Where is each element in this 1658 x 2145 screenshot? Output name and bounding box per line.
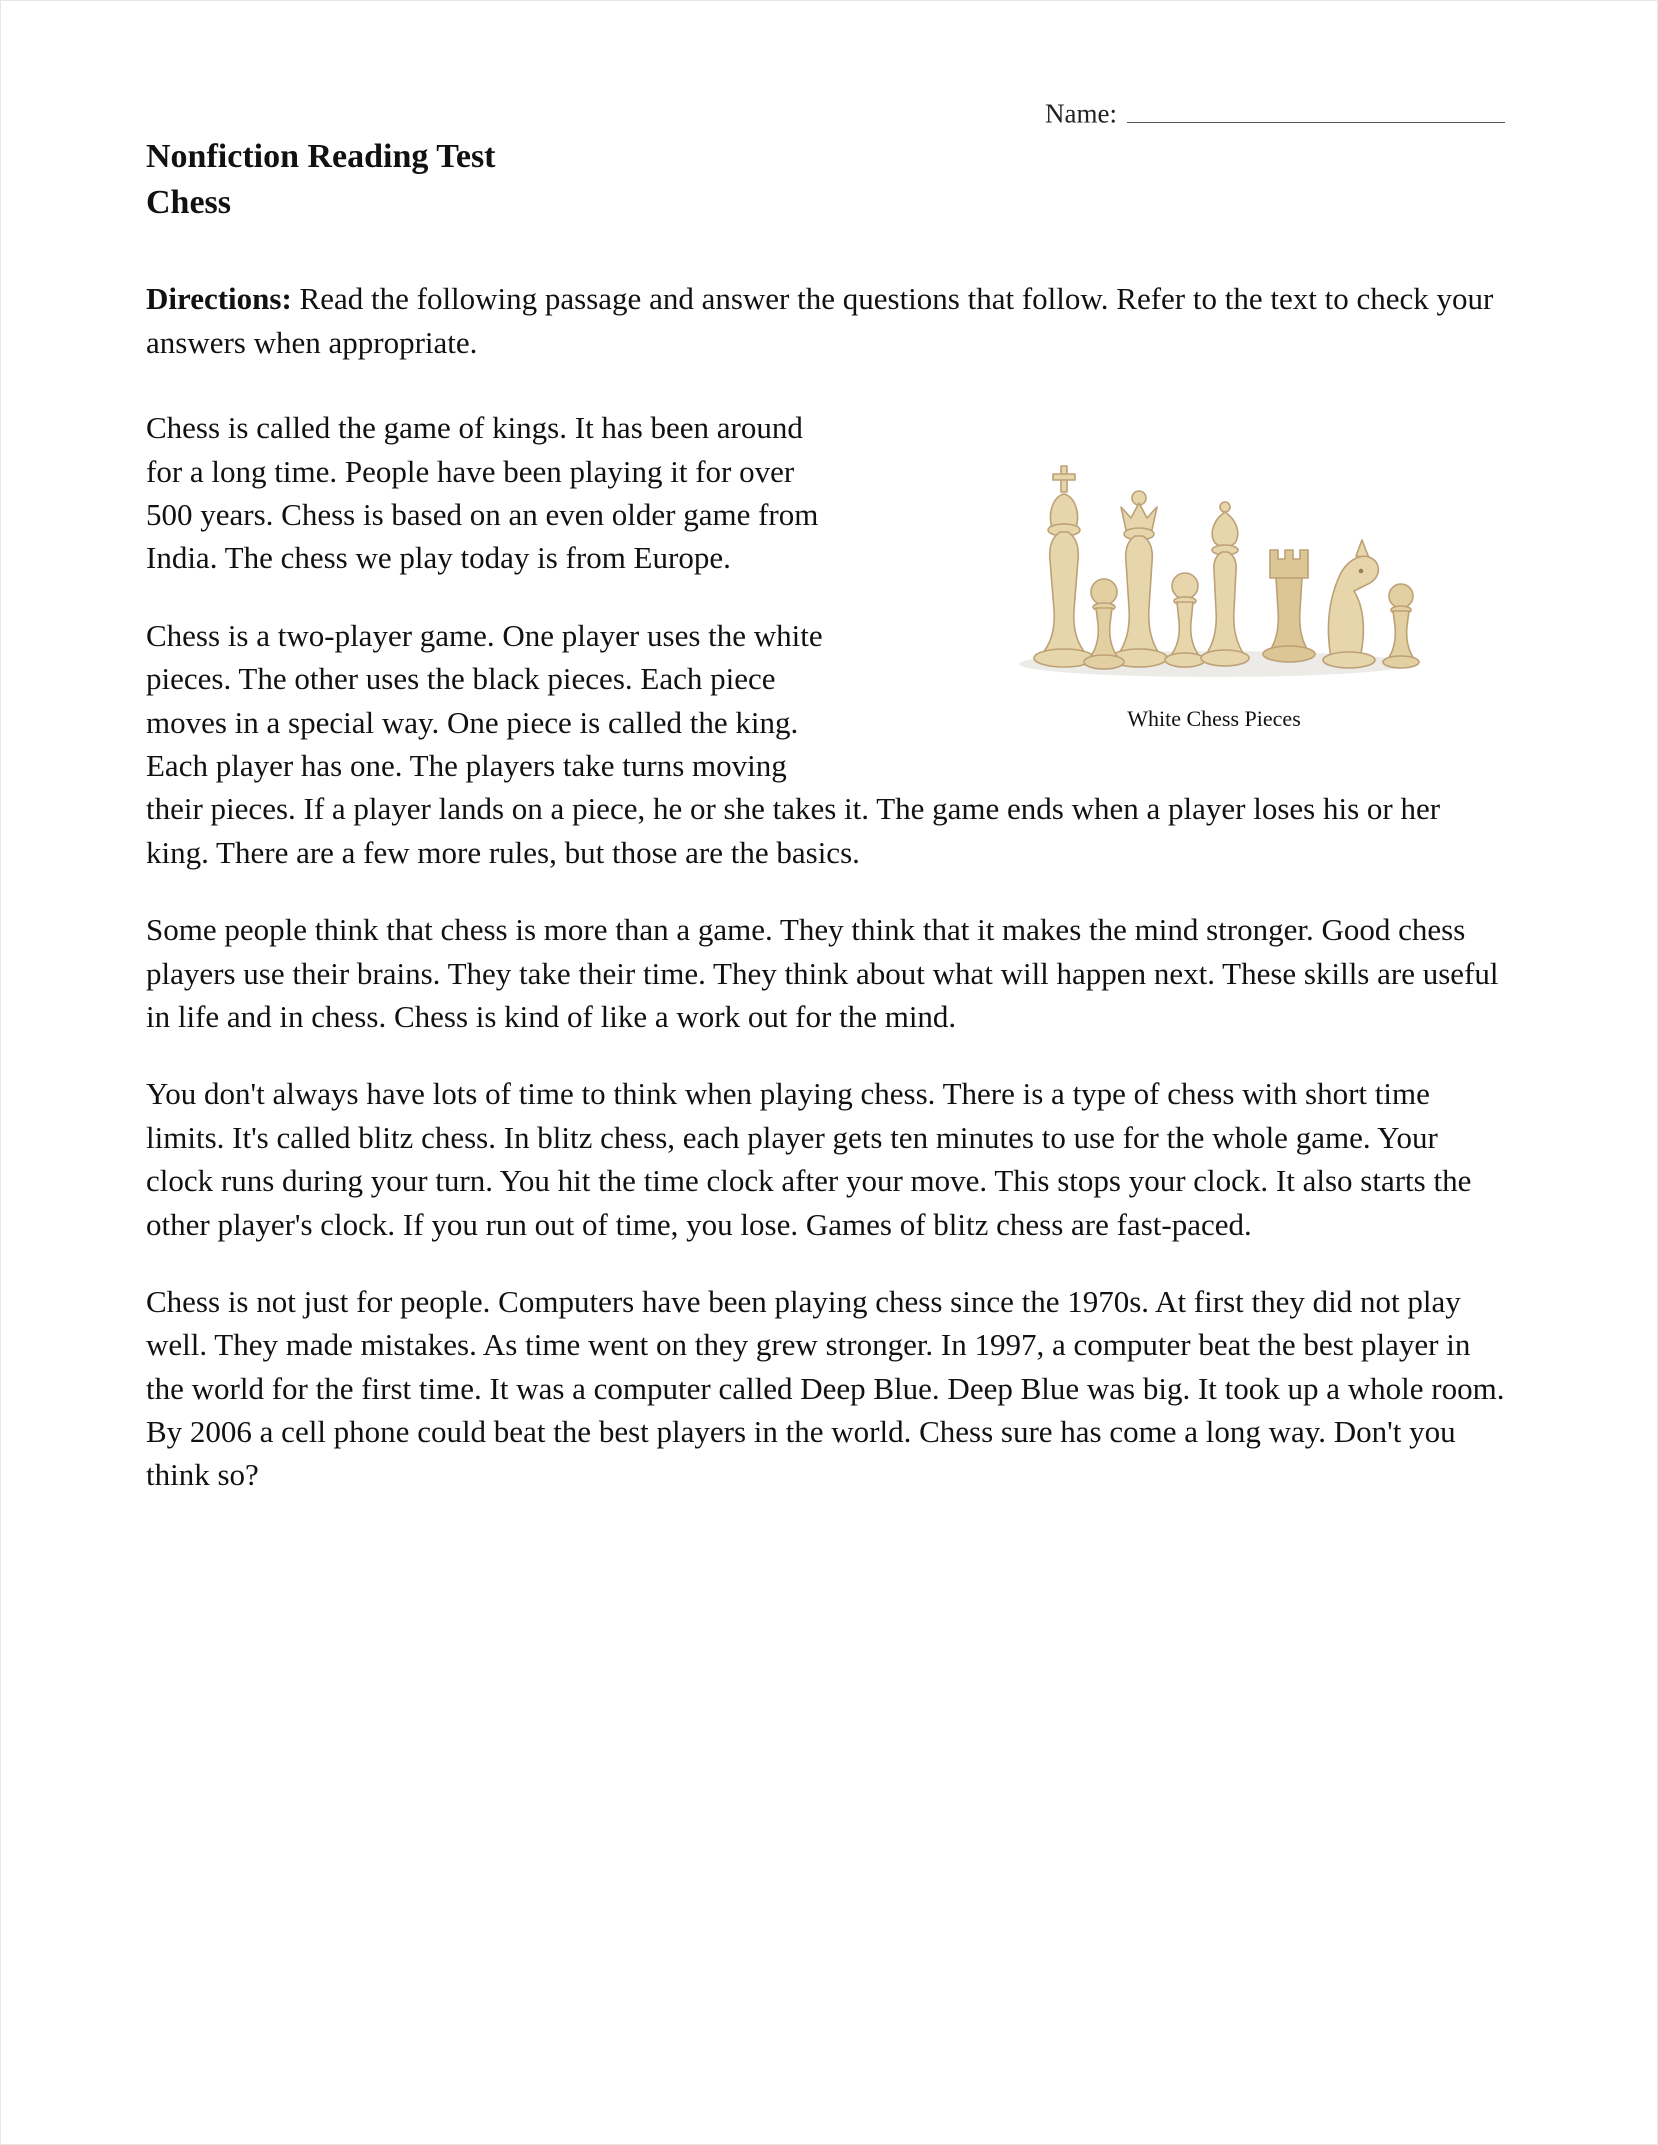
image-caption: White Chess Pieces (1127, 706, 1301, 732)
directions-label: Directions: (146, 281, 292, 317)
directions (146, 277, 1509, 364)
passage-body (146, 406, 1509, 1531)
name-label: Name: (1045, 98, 1117, 129)
passage-paragraph-3: Some people think that chess is more than a game. They think that it makes the mind stronger. Good chess players use their brains. They take their time. They think about what will happen next. These skills are useful in life and in chess. Chess is kind of like a work out for the mind. (146, 912, 1499, 1034)
page-title: Nonfiction Reading Test (146, 137, 496, 175)
passage-paragraph-2: Chess is a two-player game. One player uses the white pieces. The other uses the black pieces. Each piece moves in a special way. One piece is called the king. Each player has one. The players take turns moving their pieces. If a player lands on a piece, he or she takes it. The game ends when a player loses his or her king. There are a few more rules, but those are the basics. (146, 617, 1441, 870)
name-row (146, 93, 1509, 130)
name-field[interactable] (1127, 93, 1505, 123)
passage-paragraph-4: You don't always have lots of time to think when playing chess. There is a type of chess with short time limits. It's called blitz chess. In blitz chess, each player gets ten minutes to use for the whole game. Your clock runs during your turn. You hit the time clock after your move. This stops your clock. It also starts the other player's clock. If you run out of time, you lose. Games of blitz chess are fast-paced. (146, 1076, 1472, 1242)
knight-piece (1323, 540, 1378, 668)
pawn-piece (1383, 584, 1419, 668)
queen-piece (1111, 491, 1167, 667)
rook-piece (1263, 550, 1315, 662)
directions-text: Read the following passage and answer the questions that follow. Refer to the text to check your answers when appropriate. (146, 281, 1494, 360)
king-piece (1034, 466, 1094, 667)
title-block (146, 134, 1509, 226)
chess-pieces-figure (849, 410, 1509, 735)
chess-pieces-image (1004, 410, 1424, 690)
passage-paragraph-5: Chess is not just for people. Computers have been playing chess since the 1970s. At first they did not play well. They made mistakes. As time went on they grew stronger. In 1997, a computer beat the best player in the world for the first time. It was a computer called Deep Blue. Deep Blue was big. It took up a whole room. By 2006 a cell phone could beat the best players in the world. Chess sure has come a long way. Don't you think so? (146, 1283, 1505, 1493)
bishop-piece (1201, 502, 1249, 666)
passage-paragraph-1: Chess is called the game of kings. It has been around for a long time. People have been playing it for over 500 years. Chess is based on an even older game from India. The chess we play today is from Europe. (146, 410, 819, 576)
page-subtitle: Chess (146, 183, 232, 221)
